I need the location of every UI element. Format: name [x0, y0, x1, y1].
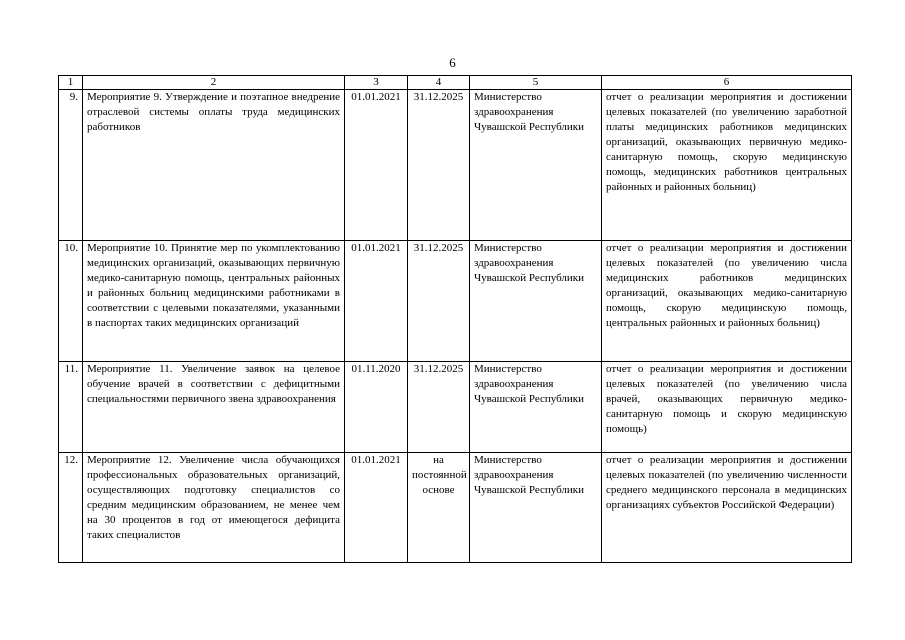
event-description: Мероприятие 10. Принятие мер по укомплектованию медицинских организаций, оказывающих первичную медико-санитарную помощь, центральных районных и районных больниц медицинскими работниками в соответствии с целевыми показателями, указанными в паспортах таких медицинских организаций [83, 241, 345, 362]
expected-result: отчет о реализации мероприятия и достижении целевых показателей (по увеличению числа врачей, оказывающих первичную медико-санитарную помощь и скорую медицинскую помощь) [602, 362, 852, 453]
page-number: 6 [449, 55, 456, 70]
executor: Министерство здравоохранения Чувашской Республики [470, 362, 602, 453]
event-description: Мероприятие 11. Увеличение заявок на целевое обучение врачей в соответствии с дефицитными специальностями первичного звена здравоохранения [83, 362, 345, 453]
table-row [59, 362, 852, 453]
column-header: 2 [83, 76, 345, 90]
start-date: 01.01.2021 [345, 90, 408, 241]
row-number: 12. [59, 453, 83, 563]
row-number: 9. [59, 90, 83, 241]
table-row [59, 241, 852, 362]
table-row [59, 90, 852, 241]
end-date: 31.12.2025 [408, 241, 470, 362]
events-table [58, 75, 852, 563]
event-description: Мероприятие 12. Увеличение числа обучающихся профессиональных образовательных организаций, осуществляющих подготовку специалистов со средним медицинским образованием, не менее чем на 30 процентов в год от имеющегося дефицита таких специалистов [83, 453, 345, 563]
header-row [59, 76, 852, 90]
column-header: 5 [470, 76, 602, 90]
start-date: 01.11.2020 [345, 362, 408, 453]
column-header: 1 [59, 76, 83, 90]
executor: Министерство здравоохранения Чувашской Республики [470, 453, 602, 563]
table-row [59, 453, 852, 563]
row-number: 10. [59, 241, 83, 362]
executor: Министерство здравоохранения Чувашской Республики [470, 90, 602, 241]
expected-result: отчет о реализации мероприятия и достижении целевых показателей (по увеличению численности среднего медицинского персонала в медицинских организациях субъектов Российской Федерации) [602, 453, 852, 563]
executor: Министерство здравоохранения Чувашской Республики [470, 241, 602, 362]
event-description: Мероприятие 9. Утверждение и поэтапное внедрение отраслевой системы оплаты труда медицинских работников [83, 90, 345, 241]
start-date: 01.01.2021 [345, 453, 408, 563]
end-date: 31.12.2025 [408, 362, 470, 453]
start-date: 01.01.2021 [345, 241, 408, 362]
row-number: 11. [59, 362, 83, 453]
expected-result: отчет о реализации мероприятия и достижении целевых показателей (по увеличению заработной платы медицинских работников медицинских организаций, оказывающих первичную медико-санитарную помощь, скорую медицинскую помощь, медицинских работников центральных районных и районных больниц) [602, 90, 852, 241]
column-header: 4 [408, 76, 470, 90]
end-date: 31.12.2025 [408, 90, 470, 241]
end-date: на постоянной основе [408, 453, 470, 563]
column-header: 3 [345, 76, 408, 90]
expected-result: отчет о реализации мероприятия и достижении целевых показателей (по увеличению числа медицинских работников медицинских организаций, оказывающих медико-санитарную помощь, скорую медицинскую помощь, центральных районных и районных больниц) [602, 241, 852, 362]
column-header: 6 [602, 76, 852, 90]
